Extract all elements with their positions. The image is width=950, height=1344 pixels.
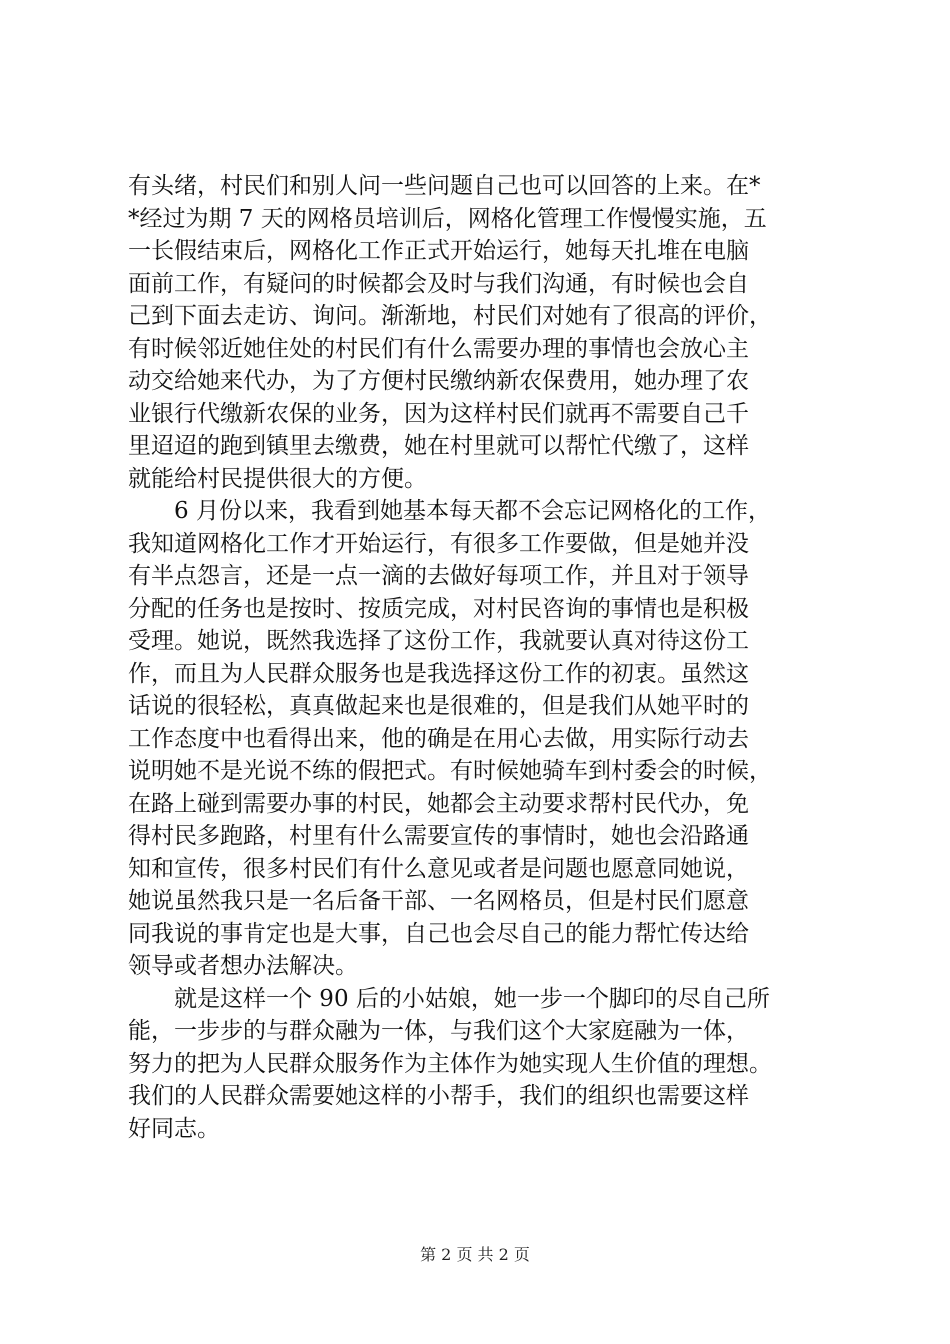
text-line: 己到下面去走访、询问。渐渐地，村民们对她有了很高的评价， <box>128 303 772 329</box>
text-line: 能，一步步的与群众融为一体，与我们这个大家庭融为一体， <box>128 1018 749 1044</box>
text-line: 同我说的事肯定也是大事，自己也会尽自己的能力帮忙传达给 <box>128 920 749 947</box>
text-line: 作，而且为人民群众服务也是我选择这份工作的初衷。虽然这 <box>128 660 749 687</box>
text-line: 一长假结束后，网格化工作正式开始运行，她每天扎堆在电脑 <box>128 238 749 264</box>
text-line: 分配的任务也是按时、按质完成，对村民咨询的事情也是积极 <box>128 595 749 622</box>
text-line: 得村民多跑路，村里有什么需要宣传的事情时，她也会沿路通 <box>128 823 749 849</box>
text-line: 里迢迢的跑到镇里去缴费，她在村里就可以帮忙代缴了，这样 <box>128 433 749 459</box>
text-line: 6 月份以来，我看到她基本每天都不会忘记网格化的工作， <box>128 498 771 524</box>
page-footer: 第 2 页 共 2 页 <box>420 1245 530 1264</box>
text-line: 就能给村民提供很大的方便。 <box>128 465 427 492</box>
text-line: 我知道网格化工作才开始运行，有很多工作要做，但是她并没 <box>128 530 749 557</box>
text-line: *经过为期 7 天的网格员培训后，网格化管理工作慢慢实施，五 <box>128 205 767 232</box>
text-line: 领导或者想办法解决。 <box>128 953 358 979</box>
text-line: 有时候邻近她住处的村民们有什么需要办理的事情也会放心主 <box>128 335 749 362</box>
text-line: 她说虽然我只是一名后备干部、一名网格员，但是村民们愿意 <box>128 888 749 914</box>
text-line: 说明她不是光说不练的假把式。有时候她骑车到村委会的时候， <box>128 758 772 784</box>
text-line: 有半点怨言，还是一点一滴的去做好每项工作，并且对于领导 <box>128 563 749 589</box>
text-line: 我们的人民群众需要她这样的小帮手，我们的组织也需要这样 <box>128 1083 749 1109</box>
text-line: 就是这样一个 90 后的小姑娘，她一步一个脚印的尽自己所 <box>128 985 770 1012</box>
text-line: 努力的把为人民群众服务作为主体作为她实现人生价值的理想。 <box>128 1050 772 1077</box>
text-line: 知和宣传，很多村民们有什么意见或者是问题也愿意同她说， <box>128 855 749 882</box>
text-line: 面前工作，有疑问的时候都会及时与我们沟通，有时候也会自 <box>128 270 749 297</box>
body-text <box>128 170 848 1145</box>
text-line: 有头绪，村民们和别人问一些问题自己也可以回答的上来。在* <box>128 173 761 199</box>
text-line: 在路上碰到需要办事的村民，她都会主动要求帮村民代办，免 <box>128 790 749 817</box>
text-line: 工作态度中也看得出来，他的确是在用心去做，用实际行动去 <box>128 725 749 752</box>
text-line: 话说的很轻松，真真做起来也是很难的，但是我们从她平时的 <box>128 693 749 719</box>
text-line: 受理。她说，既然我选择了这份工作，我就要认真对待这份工 <box>128 628 749 654</box>
text-line: 业银行代缴新农保的业务，因为这样村民们就再不需要自己千 <box>128 400 749 427</box>
text-line: 动交给她来代办，为了方便村民缴纳新农保费用，她办理了农 <box>128 368 749 394</box>
text-line: 好同志。 <box>128 1115 220 1142</box>
